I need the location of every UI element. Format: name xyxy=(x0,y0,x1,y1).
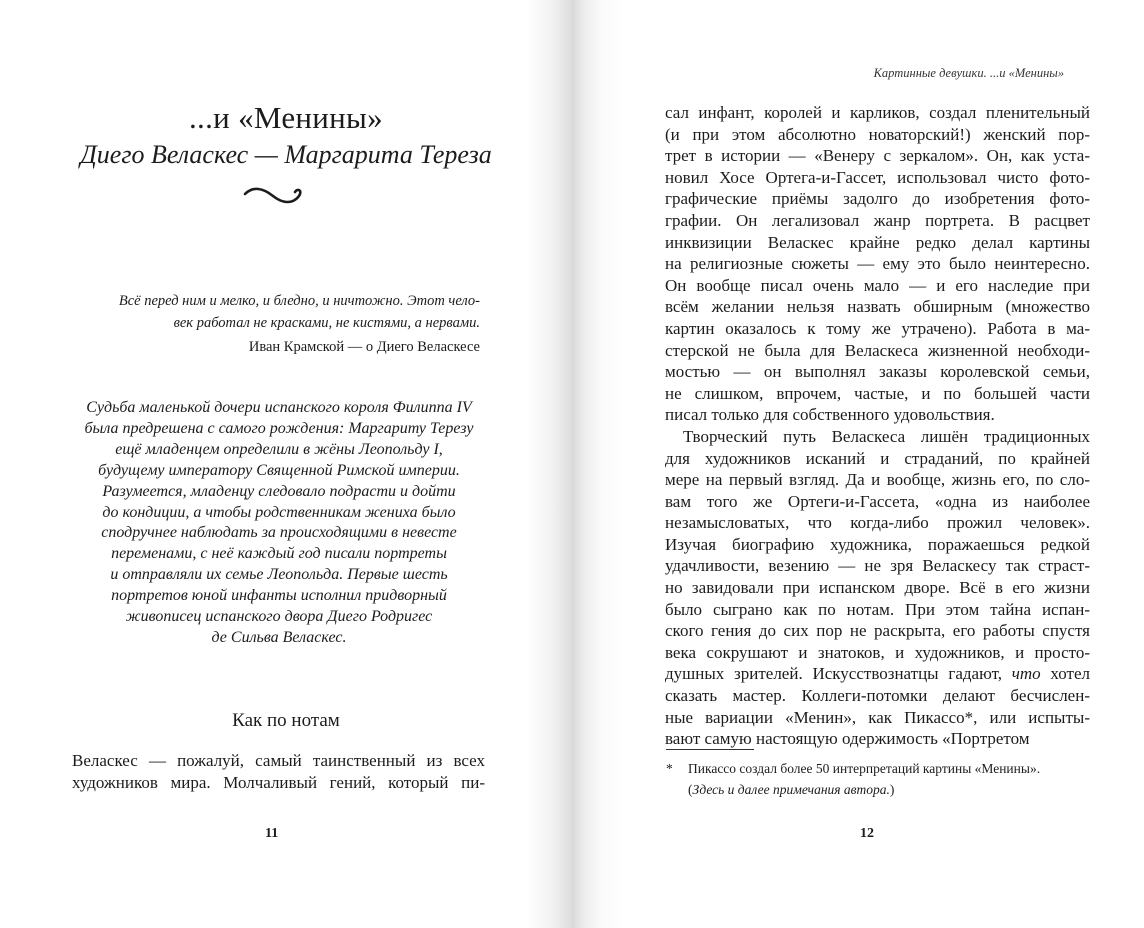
body-line: ского гения до сих пор не раскрыта, его работы спустя xyxy=(665,621,1090,641)
paren: ( xyxy=(688,782,693,797)
body-line: инквизиции Веласкес крайне редко делал картины xyxy=(665,232,1090,252)
body-line: вам того же Ортеги-и-Гассета, «одна из наиболее xyxy=(665,491,1090,511)
epigraph-line: Всё перед ним и мелко, и бледно, и ничтожно. Этот чело- xyxy=(118,293,480,309)
footnote-note xyxy=(688,779,1091,800)
footnote-text: Пикассо создал более 50 интерпретаций картины «Менины». xyxy=(688,761,1041,776)
footnote-divider xyxy=(666,749,754,750)
body-line: мере на первый взгляд. Да и вообще, жизнь его, по сло- xyxy=(665,470,1090,490)
body-line: сал инфант, королей и карликов, создал пленительный xyxy=(665,103,1090,122)
page-number: 12 xyxy=(860,826,874,841)
epigraph xyxy=(60,291,480,359)
lead-line: и отправляли их семье Леопольда. Первые шесть xyxy=(110,566,448,584)
lead-line: была предрешена с самого рождения: Маргариту Терезу xyxy=(84,419,474,437)
lead-line: будущему императору Священной Римской империи. xyxy=(98,461,460,479)
lead-line: до кондиции, а чтобы родственникам жениха было xyxy=(102,503,456,521)
lead-line: портретов юной инфанты исполнил придворный xyxy=(111,587,447,605)
epigraph-line: век работал не красками, не кистями, а нервами. xyxy=(173,314,480,331)
paren: ) xyxy=(889,782,895,797)
body-line: Изучая биографию художника, поражаешься редкой xyxy=(665,534,1090,554)
body-line-text: хотел xyxy=(1040,664,1090,684)
body-line: незамысловатых, что когда-либо прожил человек». xyxy=(665,513,1090,533)
body-line: всём желании нельзя назвать обширным (множество xyxy=(665,297,1090,317)
lead-line: Разумеется, младенцу следовало подрасти и дойти xyxy=(102,482,456,500)
body-line: картин оказалось к тому же утрачено). Работа в ма- xyxy=(665,318,1090,338)
body-line: но завидовали при испанском дворе. Всё в его жизни xyxy=(665,578,1090,598)
body-line: не слишком, впрочем, частые, и по большей части xyxy=(665,383,1090,403)
body-line: вают самую настоящую одержимость «Портретом xyxy=(665,729,1030,749)
lead-paragraph xyxy=(62,398,496,649)
body-line-text: душных зрителей. Искусствознатцы гадают, xyxy=(665,664,1012,684)
epigraph-source: Иван Крамской — о Диего Веласкесе xyxy=(248,339,480,355)
lead-line: сподручнее наблюдать за происходящими в невесте xyxy=(101,524,457,542)
emphasis-word: что xyxy=(1011,664,1041,684)
page-number: 11 xyxy=(265,826,279,841)
body-line: на религиозные сюжеты — ему это было неинтересно. xyxy=(665,254,1090,274)
right-page xyxy=(572,0,1144,928)
body-text xyxy=(72,750,485,794)
body-line: (и при этом абсолютно новаторский!) женский пор- xyxy=(665,124,1090,144)
body-line: ные вариации «Менин», как Пикассо*, или испыты- xyxy=(665,707,1090,727)
body-line: стерской не была для Веласкеса жизненной необходи- xyxy=(665,340,1090,360)
body-text xyxy=(665,102,1090,750)
footnote-marker: * xyxy=(666,761,673,776)
body-line: мостью — он выполнял заказы королевской семьи, xyxy=(665,362,1090,382)
lead-line: ещё младенцем определили в жёны Леопольду I, xyxy=(115,440,443,458)
footnote xyxy=(666,758,1091,800)
body-line: Веласкес — пожалуй, самый таинственный из всех xyxy=(72,751,485,770)
body-line: Творческий путь Веласкеса лишён традиционных xyxy=(683,426,1090,446)
body-line: графии. Он легализовал жанр портрета. В расцвет xyxy=(665,210,1090,230)
lead-line: де Сильва Веласкес. xyxy=(211,628,347,646)
footnote-note-italic: Здесь и далее примечания автора. xyxy=(692,782,890,797)
section-heading: Как по нотам xyxy=(232,710,340,731)
body-line: новил Хосе Ортега-и-Гассет, использовал чисто фото- xyxy=(665,167,1090,187)
body-line: графические приёмы задолго до изобретения фото- xyxy=(665,189,1090,209)
body-line: трет в истории — «Венеру с зеркалом». Он, как уста- xyxy=(665,146,1090,166)
body-line: художников мира. Молчаливый гений, который пи- xyxy=(72,773,485,792)
body-line: века сокрушают и знатоков, и художников, и просто- xyxy=(665,642,1090,662)
lead-line: Судьба маленькой дочери испанского короля Филиппа IV xyxy=(86,399,472,416)
body-line: писал только для собственного удовольствия. xyxy=(665,405,995,425)
body-line xyxy=(665,663,1090,685)
chapter-subtitle: Диего Веласкес — Маргарита Тереза xyxy=(80,140,492,169)
body-line: удачливости, везению — не зря Веласкесу так страст- xyxy=(665,556,1090,576)
chapter-title: ...и «Менины» xyxy=(188,100,383,135)
body-line: сказать мастер. Коллеги-потомки делают бесчислен- xyxy=(665,686,1090,706)
running-head: Картинные девушки. ...и «Менины» xyxy=(873,66,1064,80)
lead-line: переменами, с неё каждый год писали портреты xyxy=(111,545,447,563)
body-line: было сыграно как по нотам. При этом тайна испан- xyxy=(665,599,1090,619)
lead-line: живописец испанского двора Диего Родригес xyxy=(125,608,433,626)
body-line: для художников исканий и страданий, по крайней xyxy=(665,448,1090,468)
swash-ornament-icon xyxy=(243,184,307,213)
body-line: Он вообще писал очень мало — и его наследие при xyxy=(665,275,1090,295)
